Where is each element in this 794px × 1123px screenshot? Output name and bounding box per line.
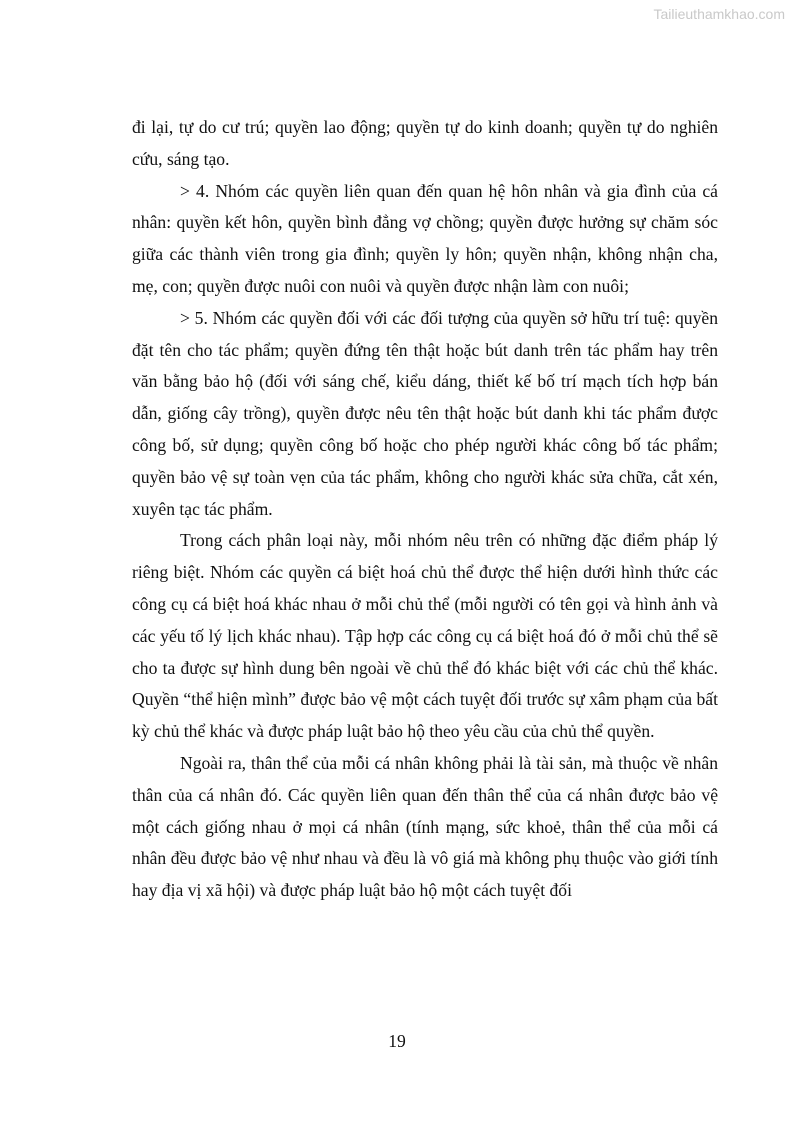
page-number: 19	[388, 1031, 406, 1051]
paragraph-classification: Trong cách phân loại này, mỗi nhóm nêu trên có những đặc điểm pháp lý riêng biệt. Nhóm các quyền cá biệt hoá chủ thể được thể hiện dưới hình thức các công cụ cá biệt hoá khác nhau ở mỗi chủ thể (mỗi người có tên gọi và hình ảnh và các yếu tố lý lịch khác nhau). Tập hợp các công cụ cá biệt hoá đó ở mỗi chủ thể sẽ cho ta được sự hình dung bên ngoài về chủ thể đó khác biệt với các chủ thể khác. Quyền “thể hiện mình” được bảo vệ một cách tuyệt đối trước sự xâm phạm của bất kỳ chủ thể khác và được pháp luật bảo hộ theo yêu cầu của chủ thể quyền.	[132, 530, 718, 742]
watermark: Tailieuthamkhao.com	[653, 6, 785, 22]
paragraph-body: Ngoài ra, thân thể của mỗi cá nhân không phải là tài sản, mà thuộc về nhân thân của cá nhân đó. Các quyền liên quan đến thân thể của cá nhân được bảo vệ một cách giống nhau ở mọi cá nhân (tính mạng, sức khoẻ, thân thể của mỗi cá nhân đều được bảo vệ như nhau và đều là vô giá mà không phụ thuộc vào giới tính hay địa vị xã hội) và được pháp luật bảo hộ một cách tuyệt đối	[132, 752, 718, 901]
document-body	[132, 112, 718, 907]
paragraph-continuation: đi lại, tự do cư trú; quyền lao động; quyền tự do kinh doanh; quyền tự do nghiên cứu, sáng tạo.	[132, 117, 718, 169]
paragraph-group-4: > 4. Nhóm các quyền liên quan đến quan hệ hôn nhân và gia đình của cá nhân: quyền kết hôn, quyền bình đẳng vợ chồng; quyền được hưởng sự chăm sóc giữa các thành viên trong gia đình; quyền ly hôn; quyền nhận, không nhận cha, mẹ, con; quyền được nuôi con nuôi và quyền được nhận làm con nuôi;	[132, 180, 718, 296]
paragraph-group-5: > 5. Nhóm các quyền đối với các đối tượng của quyền sở hữu trí tuệ: quyền đặt tên cho tác phẩm; quyền đứng tên thật hoặc bút danh trên tác phẩm hay trên văn bằng bảo hộ (đối với sáng chế, kiểu dáng, thiết kế bố trí mạch tích hợp bán dẫn, giống cây trồng), quyền được nêu tên thật hoặc bút danh khi tác phẩm được công bố, sử dụng; quyền công bố hoặc cho phép người khác công bố tác phẩm; quyền bảo vệ sự toàn vẹn của tác phẩm, không cho người khác sửa chữa, cắt xén, xuyên tạc tác phẩm.	[132, 307, 718, 519]
